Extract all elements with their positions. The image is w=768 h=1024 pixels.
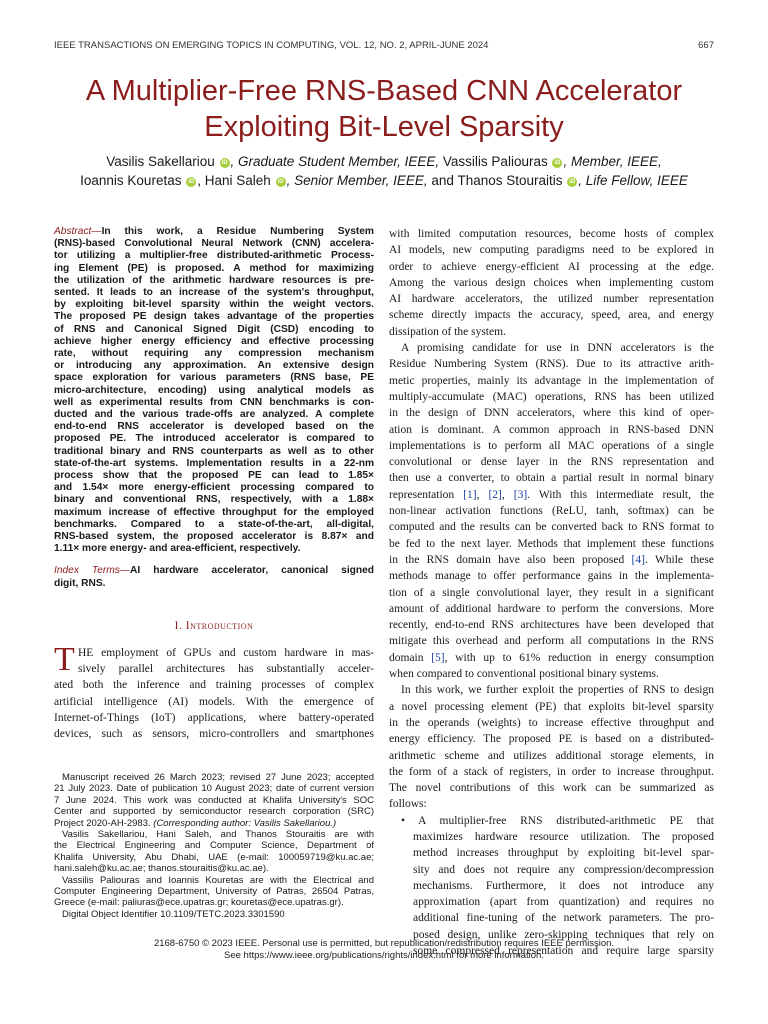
rights-link-line[interactable]: See https://www.ieee.org/publications/rights/index.html for more information. <box>224 949 544 961</box>
body-line: mechanisms. Furthermore, it does not introduce any <box>413 879 714 892</box>
footnote-line: Vasilis Sakellariou, Hani Saleh, and Thanos Stouraitis are with <box>62 829 374 841</box>
body-line: In this work, we further exploit the properties of RNS to design <box>401 684 714 697</box>
body-line: A promising candidate for use in DNN accelerators is the <box>401 342 714 355</box>
abstract-line: space exploration for various parameters (RNS base, PE <box>54 372 374 384</box>
orcid-icon[interactable]: iD <box>277 179 284 185</box>
body-line: methods manage to offer performance gains in the implementa- <box>389 570 714 583</box>
body-line: Among the various design choices when implementing custom <box>389 276 714 289</box>
body-line: Residue Numbering System (RNS). Due to its attractive arith- <box>389 358 714 371</box>
body-line: a novel processing element (PE) that exploits bit-level sparsity <box>389 700 714 713</box>
abstract-line: 1.11× more energy- and area-efficient, respectively. <box>54 543 301 555</box>
body-line: The novel contributions of this work can be summarized as <box>389 782 714 795</box>
copyright-line: 2168-6750 © 2023 IEEE. Personal use is permitted, but republication/redistribution requires IEEE permission. <box>153 938 615 949</box>
abstract-line: rate, without requiring any compression mechanism <box>54 348 374 360</box>
footnote-line: Khalifa University, Abu Dhabi, UAE (e-mail: 100059719@ku.ac.ae; <box>54 851 374 863</box>
paragraph <box>389 682 714 812</box>
body-line: sively parallel architectures has substantially acceler- <box>78 663 374 676</box>
title-line: Exploiting Bit-Level Sparsity <box>204 111 564 143</box>
abstract-line: tor utilizing a multiplier-free distributed-arithmetic Process- <box>54 250 374 262</box>
body-line: recently, end-to-end RNS architectures have been developed that <box>389 619 714 632</box>
abstract-label: Abstract— <box>54 226 102 237</box>
citation-link[interactable]: [3] <box>513 488 528 501</box>
abstract-line: process show that the proposed PE can lead to 1.85× <box>54 470 374 482</box>
corresponding-author: (Corresponding author: Vasilis Sakellariou.) <box>153 817 337 829</box>
author-conjunction: and <box>431 173 454 188</box>
footnote-line: 7 June 2024. This work was conducted at Khalifa University's SOC <box>54 794 374 806</box>
author-role: , Life Fellow, IEEE <box>578 173 688 188</box>
author-name: Ioannis Kouretas <box>80 173 182 188</box>
body-line: computed and the results can be converted back to RNS format to <box>389 521 714 534</box>
body-line: AI hardware accelerators, the utilized number representation <box>389 293 714 306</box>
page-number: 667 <box>698 40 714 51</box>
body-line: additional fine-tuning of the network parameters. The pro- <box>413 912 714 925</box>
body-line: ated both the inference and training processes of complex <box>54 679 374 692</box>
author-name: Hani Saleh <box>204 173 271 188</box>
citation-link[interactable]: [5] <box>431 651 445 664</box>
abstract-line: the utilization of the arithmetic hardware resources is pre- <box>54 274 374 286</box>
footnote-line: Computer Engineering Department, University of Patras, 26504 Patras, <box>54 886 374 898</box>
author-line <box>40 152 728 171</box>
body-line: order to achieve energy-efficient AI processing at the edge. <box>389 260 714 273</box>
copyright-footer <box>54 938 714 961</box>
body-line: some compressed representation and require large sparsity <box>413 945 714 958</box>
abstract <box>54 226 374 555</box>
section-heading: I. Introduction <box>174 619 254 632</box>
abstract-line: achieve higher energy efficiency and effective processing <box>54 335 374 347</box>
abstract-line: state-of-the-art systems. Implementation results in a 22-nm <box>54 457 374 469</box>
author-name: Vassilis Paliouras <box>442 154 548 169</box>
footnote-line: Vassilis Paliouras and Ioannis Kouretas are with the Electrical and <box>62 874 374 886</box>
author-role: , Graduate Student Member, IEEE, <box>230 154 440 169</box>
author-separator: , <box>197 173 201 188</box>
abstract-line: maximum increase of effective throughput for the employed <box>54 506 374 518</box>
abstract-line: of RNS and Canonical Signed Digit (CSD) encoding to <box>54 323 374 335</box>
body-line: metic properties, mainly its advantage in the implementation of <box>389 374 714 387</box>
body-line: implementations is to perform all MAC operations of a single <box>389 439 714 452</box>
body-line: domain [5], with up to 61% reduction in energy consumption <box>389 651 714 664</box>
left-column <box>54 226 374 743</box>
abstract-line: Abstract—In this work, a Residue Numbering System <box>54 226 374 237</box>
footnote-line: hani.saleh@ku.ac.ae; thanos.stouraitis@ku.ac.ae). <box>54 863 269 875</box>
paragraph <box>389 226 714 340</box>
abstract-line: (RNS)-based Convolutional Neural Network (CNN) accelera- <box>54 238 374 250</box>
body-line: energy efficiency. The proposed PE is based on a distributed- <box>389 733 714 746</box>
footnote-line: the Electrical Engineering and Computer Science, Department of <box>54 840 374 852</box>
body-line: sity and does not require any compression/decompression <box>413 863 714 876</box>
paragraph <box>389 340 714 682</box>
orcid-icon[interactable]: iD <box>221 160 228 166</box>
body-line: be fed to the next layer. Methods that implement these functions <box>389 537 714 550</box>
citation-link[interactable]: [2] <box>488 488 502 501</box>
body-line: HE employment of GPUs and custom hardware in mas- <box>78 646 374 659</box>
body-line: when compared to conventional positional binary systems. <box>389 668 659 681</box>
abstract-line: traditional binary and RNS counterparts as well as to other <box>54 445 374 457</box>
author-role: , Member, IEEE, <box>563 154 662 169</box>
footnote <box>54 772 374 920</box>
body-line: in the RNS domain have also been proposed [4]. While these <box>389 553 714 566</box>
abstract-line: binary and conventional RNS, respectively, with a 1.88× <box>54 494 374 506</box>
abstract-line: well as experimental results from CNN benchmarks is con- <box>54 396 374 408</box>
index-terms-line: digit, RNS. <box>54 577 106 589</box>
body-line: mitigate this overhead and perform all computations in the RNS <box>389 635 714 648</box>
body-line: multiply-accumulate (MAC) operations, RNS has been utilized <box>389 390 714 403</box>
footnote-line: 21 July 2023. Date of publication 10 August 2023; date of current version <box>54 783 374 795</box>
footnote-line: Project 2020-AH-2983. (Corresponding author: Vasilis Sakellariou.) <box>54 817 337 829</box>
body-line: ation is dominant. A common approach in RNS-based DNN <box>389 423 714 436</box>
index-terms-line: Index Terms—AI hardware accelerator, canonical signed <box>54 565 374 577</box>
body-line: Internet-of-Things (IoT) applications, where battery-operated <box>54 712 374 725</box>
index-terms-label: Index Terms— <box>54 565 131 577</box>
doi-line: Digital Object Identifier 10.1109/TETC.2023.3301590 <box>62 908 285 920</box>
body-line: in the design of DNN accelerators, where this kind of oper- <box>389 407 714 420</box>
body-line: dissipation of the system. <box>389 325 506 338</box>
abstract-line: sented. It leads to an increase of the system's throughput, <box>54 287 374 299</box>
title-line: A Multiplier-Free RNS-Based CNN Accelerator <box>85 75 683 107</box>
right-column <box>389 226 714 959</box>
abstract-line: ing Element (PE) is proposed. A method for maximizing <box>54 262 374 274</box>
body-line: non-linear activation functions (ReLU, tanh, softmax) can be <box>389 505 714 518</box>
author-list <box>40 152 728 190</box>
body-line: tion of a single convolutional layer, they result in a significant <box>389 586 714 599</box>
drop-cap: T <box>54 640 75 678</box>
body-line: AI models, new computing paradigms need to be explored in <box>389 244 714 257</box>
abstract-line: or introducing any approximation. An extensive design <box>54 360 374 372</box>
body-line: amount of additional hardware to perform the conversions. More <box>389 602 714 615</box>
body-line: with limited computation resources, become hosts of complex <box>389 228 714 240</box>
orcid-icon[interactable]: iD <box>554 160 561 166</box>
running-header <box>54 40 714 54</box>
author-role: , Senior Member, IEEE, <box>286 173 428 188</box>
body-line: representation [1], [2], [3]. With this intermediate result, the <box>389 488 715 501</box>
abstract-line: The proposed PE design takes advantage of the properties <box>54 311 374 323</box>
body-line: method increases throughput by exploiting bit-level spar- <box>413 847 714 860</box>
footnote-line: Center and supported by semiconductor research corporation (SRC) <box>54 806 374 818</box>
body-line: scheme directly impacts the accuracy, speed, area, and energy <box>389 309 714 322</box>
abstract-line: benchmarks. Compared to a state-of-the-art, all-digital, <box>54 518 374 530</box>
body-line: in the operands (weights) to increase effective throughput and <box>389 716 714 729</box>
body-line: maximizes hardware resource utilization. The proposed <box>413 830 714 843</box>
body-line: convolutional or dense layer in the RNS representation and <box>389 456 714 469</box>
citation-link[interactable]: [1] <box>463 488 477 501</box>
abstract-line: by exploiting bit-level sparsity within the weight vectors. <box>54 299 374 311</box>
body-line: then use a converter, to obtain a partial result in normal binary <box>389 472 714 485</box>
paper-title <box>40 73 728 145</box>
body-line: the form of a stack of registers, in order to increase throughput. <box>389 765 714 778</box>
author-name: Vasilis Sakellariou <box>106 154 215 169</box>
abstract-line: ducted and the various trade-offs are analyzed. A complete <box>54 409 374 421</box>
abstract-line: micro-architecture, encoding) using analytical models as <box>54 384 374 396</box>
body-line: approximation (apart from quantization) and requires no <box>413 896 714 909</box>
journal-name: IEEE TRANSACTIONS ON EMERGING TOPICS IN COMPUTING, VOL. 12, NO. 2, APRIL-JUNE 2024 <box>54 40 489 51</box>
bullet-marker: • <box>401 814 406 827</box>
footnote-line: Manuscript received 26 March 2023; revised 27 June 2023; accepted <box>62 772 374 783</box>
intro-paragraph <box>54 640 374 743</box>
body-line: follows: <box>389 798 427 811</box>
author-line <box>40 171 728 190</box>
abstract-line: proposed PE. The introduced accelerator is compared to <box>54 433 374 445</box>
body-line: posed design, unlike zero-skipping techniques that rely on <box>413 928 714 941</box>
abstract-line: end-to-end RNS accelerator is developed based on the <box>54 421 374 433</box>
abstract-line: RNS-based system, the proposed accelerator is 8.87× and <box>54 531 374 543</box>
body-line: artificial intelligence (AI) models. With the emergence of <box>54 695 374 708</box>
author-name: Thanos Stouraitis <box>457 173 563 188</box>
footnote-line: Greece (e-mail: paliuras@ece.upatras.gr; kouretas@ece.upatras.gr). <box>54 897 344 909</box>
abstract-line: and 1.54× more energy-efficient processing compared to <box>54 482 374 494</box>
body-line: devices, such as sensors, micro-controllers and smartphones <box>54 728 374 741</box>
orcid-icon[interactable]: iD <box>569 179 576 185</box>
citation-link[interactable]: [4] <box>631 553 645 566</box>
index-terms <box>54 565 374 589</box>
body-line: arithmetic scheme and utilizes additional storage elements, in <box>389 749 714 762</box>
body-line: • A multiplier-free RNS distributed-arithmetic PE that <box>401 814 714 827</box>
orcid-icon[interactable]: iD <box>188 179 195 185</box>
